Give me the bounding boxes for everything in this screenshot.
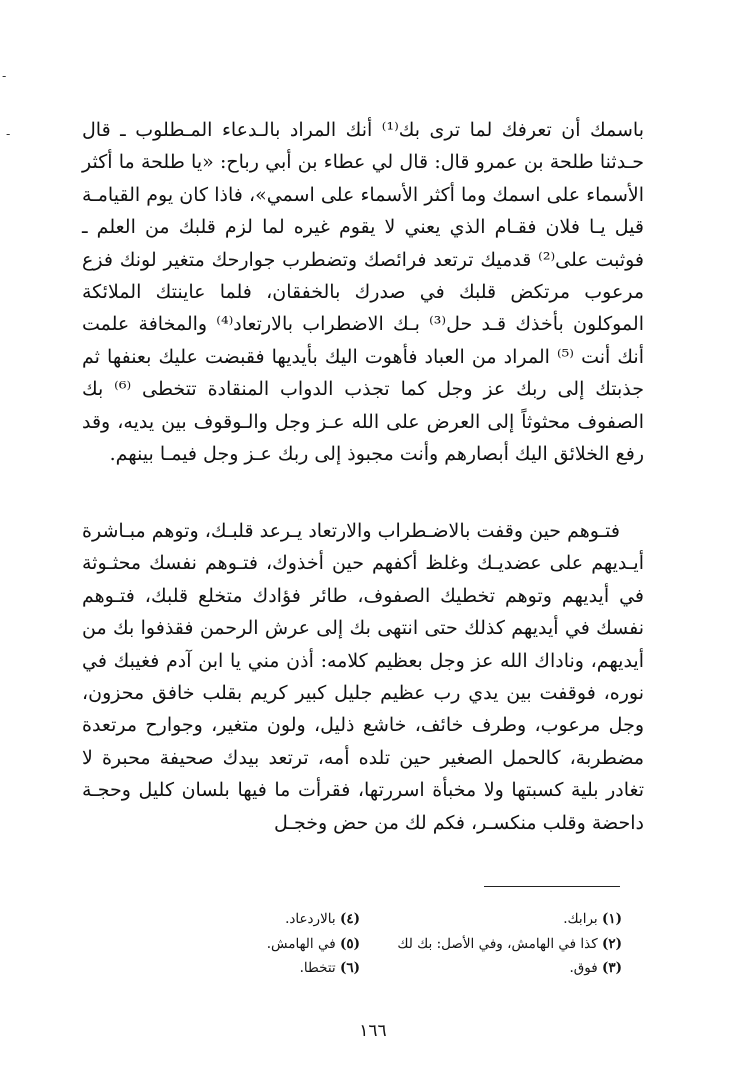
footnote-2 bbox=[372, 932, 622, 957]
footnotes-left-column bbox=[160, 907, 360, 981]
footnote-divider bbox=[484, 886, 620, 887]
margin-mark-top: - bbox=[2, 69, 7, 83]
footnote-text: في الهامش. bbox=[266, 935, 336, 952]
footnote-1 bbox=[372, 907, 622, 932]
paragraph-1-text: باسمك أن تعرفك لما ترى بك⁽¹⁾ أنك المراد بالـدعاء المـطلوب ـ قال حـدثنا طلحة بن عمرو قال: قال لي عطاء بن أبي رباح: «يا طلحة ما أكثر الأسماء على اسمك وما أكثر الأسماء على اسمي»، فاذا كان يوم القيامـة قيل يـا فلان فقـام الذي يعني لا يقوم غيره لما لزم قلبك من العلم ـ فوثبت على⁽²⁾ قدميك ترتعد فرائصك وتضطرب جوارحك متغير لونك فزع مرعوب مرتكض قلبك في صدرك بالخفقان، فلما عاينتك الملائكة الموكلون بأخذك قـد حل⁽³⁾ بـك الاضطراب بالارتعاد⁽⁴⁾ والمخافة علمت أنك أنت ⁽⁵⁾ المراد من العباد فأهوت اليك بأيديها فقبضت عليك بعنفها ثم جذبتك إلى ربك عز وجل كما تجذب الدواب المنقادة تتخطى ⁽⁶⁾ بك الصفوف محثوثاً إلى العرض على الله عـز وجل والـوقوف بين يديه، وقد رفع الخلائق اليك أبصارهم وأنت مجبوذ إلى ربك عـز وجل فيمـا بينهم. bbox=[82, 119, 644, 466]
footnote-number: (٤) bbox=[339, 911, 360, 927]
paragraph-2 bbox=[82, 515, 644, 839]
footnote-text: فوق. bbox=[569, 960, 598, 976]
footnote-5 bbox=[160, 932, 360, 957]
footnote-text: بالاردعاد. bbox=[285, 911, 336, 927]
footnote-text: تتخطا. bbox=[299, 960, 336, 976]
footnote-number: (٢) bbox=[601, 935, 622, 952]
footnote-3 bbox=[372, 956, 622, 981]
footnote-text: كذا في الهامش، وفي الأصل: بك لك bbox=[397, 935, 598, 952]
footnote-number: (١) bbox=[601, 911, 622, 927]
footnote-text: برابك. bbox=[563, 911, 598, 927]
margin-mark-middle: - bbox=[6, 127, 11, 141]
footnote-number: (٥) bbox=[339, 935, 360, 952]
footnote-number: (٣) bbox=[601, 960, 622, 976]
paragraph-2-text: فتـوهم حين وقفت بالاضـطراب والارتعاد يـرعد قلبـك، وتوهم مبـاشرة أيـديهم على عضديـك وغلظ أكفهم حين أخذوك، فتـوهم نفسك محثـوثة في أيديهم وتوهم تخطيك الصفوف، طائر فؤادك متخلع قلبك، فتـوهم نفسك في أيديهم كذلك حتى انتهى بك إلى عرش الرحمن فقذفوا بك من أيديهم، وناداك الله عز وجل بعظيم كلامه: أذن مني يا ابن آدم فغيبك في نوره، فوقفت بين يدي رب عظيم جليل كبير كريم بقلب خافق محزون، وجل مرعوب، وطرف خائف، خاشع ذليل، ولون متغير، وجوارح مرتعدة مضطربة، كالحمل الصغير حين تلده أمه، ترتعد بيدك صحيفة محبرة لا تغادر بلية كسبتها ولا مخبأة اسررتها، فقرأت ما فيها بلسان كليل وحجـة داحضة وقلب منكسـر، فكم لك من حض وخجـل bbox=[82, 520, 644, 834]
page-number: ١٦٦ bbox=[359, 1021, 387, 1041]
footnote-4 bbox=[160, 907, 360, 932]
paragraph-1 bbox=[82, 114, 644, 470]
footnote-6 bbox=[160, 956, 360, 981]
footnotes-right-column bbox=[372, 907, 622, 981]
footnote-number: (٦) bbox=[339, 960, 360, 976]
